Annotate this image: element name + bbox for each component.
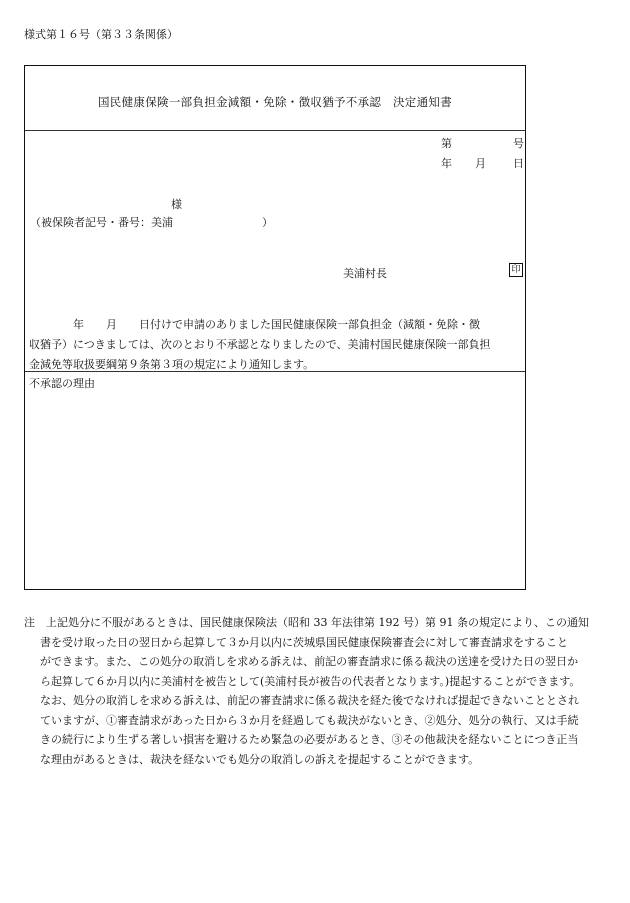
seal-icon: 印 <box>509 263 523 277</box>
date-day-label: 日 <box>513 157 524 170</box>
date-year-label: 年 <box>441 157 452 170</box>
note-line: な理由があるときは、裁決を経ないでも処分の取消しの訴えを提起することができます。 <box>40 752 480 766</box>
document-number-suffix: 号 <box>513 137 524 150</box>
notice-body-line: 年 月 日付けで申請のありました国民健康保険一部負担金（減額・免除・徴 <box>29 318 480 331</box>
insured-id-close: ） <box>262 216 273 229</box>
note-line: 注 上記処分に不服があるときは、国民健康保険法（昭和 33 年法律第 192 号）第 91 条の規定により、この通知 <box>24 616 589 629</box>
rejection-reason-label: 不承認の理由 <box>29 377 95 390</box>
notice-form <box>24 65 526 590</box>
issuer-name: 美浦村長 <box>343 267 387 280</box>
note-line: きの続行により生ずる著しい損害を避けるため緊急の必要があるとき、③その他裁決を経ないことにつき正当 <box>40 733 579 746</box>
note-line: ら起算して６か月以内に美浦村を被告として(美浦村長が被告の代表者となります。)提起することができます。 <box>40 674 581 688</box>
document-title: 国民健康保険一部負担金減額・免除・徴収猶予不承認 決定通知書 <box>98 95 452 109</box>
note-line: なお、処分の取消しを求める訴えは、前記の審査請求に係る裁決を経た後でなければ提起できないこととされ <box>40 694 579 707</box>
form-number: 様式第１６号（第３３条関係） <box>24 28 178 41</box>
note-line: 書を受け取った日の翌日から起算して３か月以内に茨城県国民健康保険審査会に対して審査請求をすること <box>40 635 568 649</box>
notice-body-line: 収猶予）につきましては、次のとおり不承認となりましたので、美浦村国民健康保険一部負担 <box>29 338 491 351</box>
reason-divider <box>25 371 525 372</box>
addressee-honorific: 様 <box>171 198 182 211</box>
title-divider <box>25 130 525 131</box>
date-month-label: 月 <box>475 157 486 170</box>
appeal-note <box>24 613 616 769</box>
notice-body <box>29 315 523 375</box>
insured-id-label: （被保険者記号・番号：美浦 <box>30 216 173 229</box>
document-number-label: 第 <box>441 137 452 150</box>
notice-body-line: 金減免等取扱要綱第９条第３項の規定により通知します。 <box>29 358 315 371</box>
note-line: ていますが、①審査請求があった日から３か月を経過しても裁決がないとき、②処分、処分の執行、又は手続 <box>40 713 579 727</box>
note-line: ができます。また、この処分の取消しを求める訴えは、前記の審査請求に係る裁決の送達を受けた日の翌日か <box>40 655 579 668</box>
